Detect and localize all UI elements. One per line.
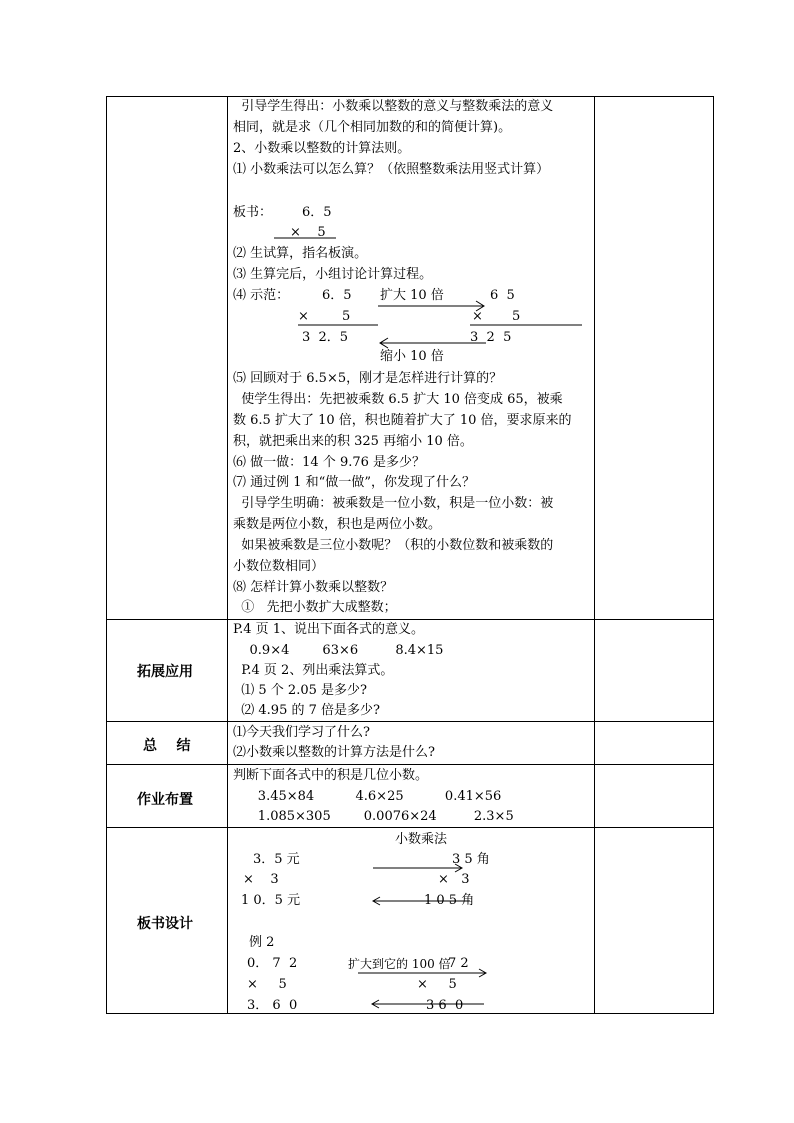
text-line: 0.9×4 63×6 8.4×15 [233, 643, 444, 658]
text-line: 2、小数乘以整数的计算法则。 [233, 141, 411, 156]
text-line: 如果被乘数是三位小数呢？（积的小数位数和被乘数的 [233, 538, 554, 553]
text-line: P.4 页 1、说出下面各式的意义。 [233, 622, 425, 637]
int-multiplier: 5 [512, 309, 521, 324]
board-text: 例 2 [249, 935, 275, 950]
board-text: 3 5 角 [452, 852, 490, 867]
board-text: 3 6 0 [426, 998, 464, 1013]
demo-multiplicand: 6．5 [322, 288, 352, 303]
text-line: ⑹ 做一做：14 个 9.76 是多少？ [233, 455, 426, 470]
board-text: × 5 [247, 977, 287, 992]
text-line: ⑴ 小数乘法可以怎么算？（依照整数乘法用竖式计算） [233, 162, 550, 177]
arrow-label-shrink: 缩小 10 倍 [380, 349, 444, 364]
text-line: P.4 页 2、列出乘法算式。 [233, 663, 394, 678]
text-line: ⑷ 示范： [233, 288, 290, 303]
text-line: 板书： [233, 205, 273, 220]
int-multiplicand: 6 5 [490, 288, 515, 303]
demo-product: 3 2．5 [302, 330, 349, 345]
board-title: 小数乘法 [395, 832, 448, 847]
text-line: 1.085×305 0.0076×24 2.3×5 [233, 809, 514, 824]
demo-multiplier: 5 [342, 309, 351, 324]
text-line: ⑴ 5 个 2.05 是多少? [233, 683, 367, 698]
text-line: 积，就把乘出来的积 325 再缩小 10 倍。 [233, 434, 473, 449]
board-arrow-note: 扩大到它的 100 倍 [348, 957, 451, 971]
row-label-homework: 作业布置 [137, 792, 193, 808]
bs-multiplicand: 6．5 [302, 205, 332, 220]
int-product: 3 2 5 [470, 330, 512, 345]
board-text: 3． 6 0 [247, 998, 298, 1013]
text-line: 引导学生得出：小数乘以整数的意义与整数乘法的意义 [233, 99, 554, 114]
text-line: ① 先把小数扩大成整数； [233, 600, 397, 615]
text-line: ⑵ 4.95 的 7 倍是多少? [233, 703, 380, 718]
board-text: × 3 [243, 872, 279, 887]
demo-times-sign: × [298, 309, 309, 324]
text-line: ⑵小数乘以整数的计算方法是什么? [233, 745, 435, 760]
text-line: 引导学生明确：被乘数是一位小数，积是一位小数：被 [233, 496, 554, 511]
text-line: 小数位数相同） [233, 559, 325, 574]
text-line: ⑸ 回顾对于 6.5×5，刚才是怎样进行计算的？ [233, 371, 503, 386]
text-line: ⑻ 怎样计算小数乘以整数？ [233, 580, 394, 595]
board-text: 0． 7 2 [247, 956, 298, 971]
row-label-extension: 拓展应用 [137, 664, 193, 680]
board-text: × 5 [417, 977, 457, 992]
board-text: × 3 [438, 872, 470, 887]
text-line: ⑴今天我们学习了什么? [233, 725, 370, 740]
row-label-summary: 总 结 [143, 738, 191, 754]
board-text: 7 2 [448, 956, 469, 971]
text-line: 相同，就是求（几个相同加数的和的简便计算)。 [233, 120, 512, 135]
arrow-label-expand: 扩大 10 倍 [380, 288, 444, 303]
board-text: 1 0．5 元 [241, 893, 301, 908]
bs-multiplier: × 5 [290, 225, 326, 240]
row-label-board-design: 板书设计 [137, 916, 193, 932]
text-line: 数 6.5 扩大了 10 倍，积也随着扩大了 10 倍，要求原来的 [233, 413, 572, 428]
board-text: 1 0 5 角 [424, 893, 475, 908]
board-text: 3．5 元 [253, 852, 300, 867]
text-line: 乘数是两位小数，积也是两位小数。 [233, 517, 442, 532]
text-line: ⑶ 生算完后，小组讨论计算过程。 [233, 267, 433, 282]
text-line: ⑺ 通过例 1 和“做一做”，你发现了什么？ [233, 475, 475, 490]
text-line: 判断下面各式中的积是几位小数。 [233, 768, 429, 783]
text-line: ⑵ 生试算，指名板演。 [233, 246, 368, 261]
int-times-sign: × [472, 309, 483, 324]
text-line: 3.45×84 4.6×25 0.41×56 [233, 789, 502, 804]
text-line: 使学生得出：先把被乘数 6.5 扩大 10 倍变成 65，被乘 [233, 392, 563, 407]
